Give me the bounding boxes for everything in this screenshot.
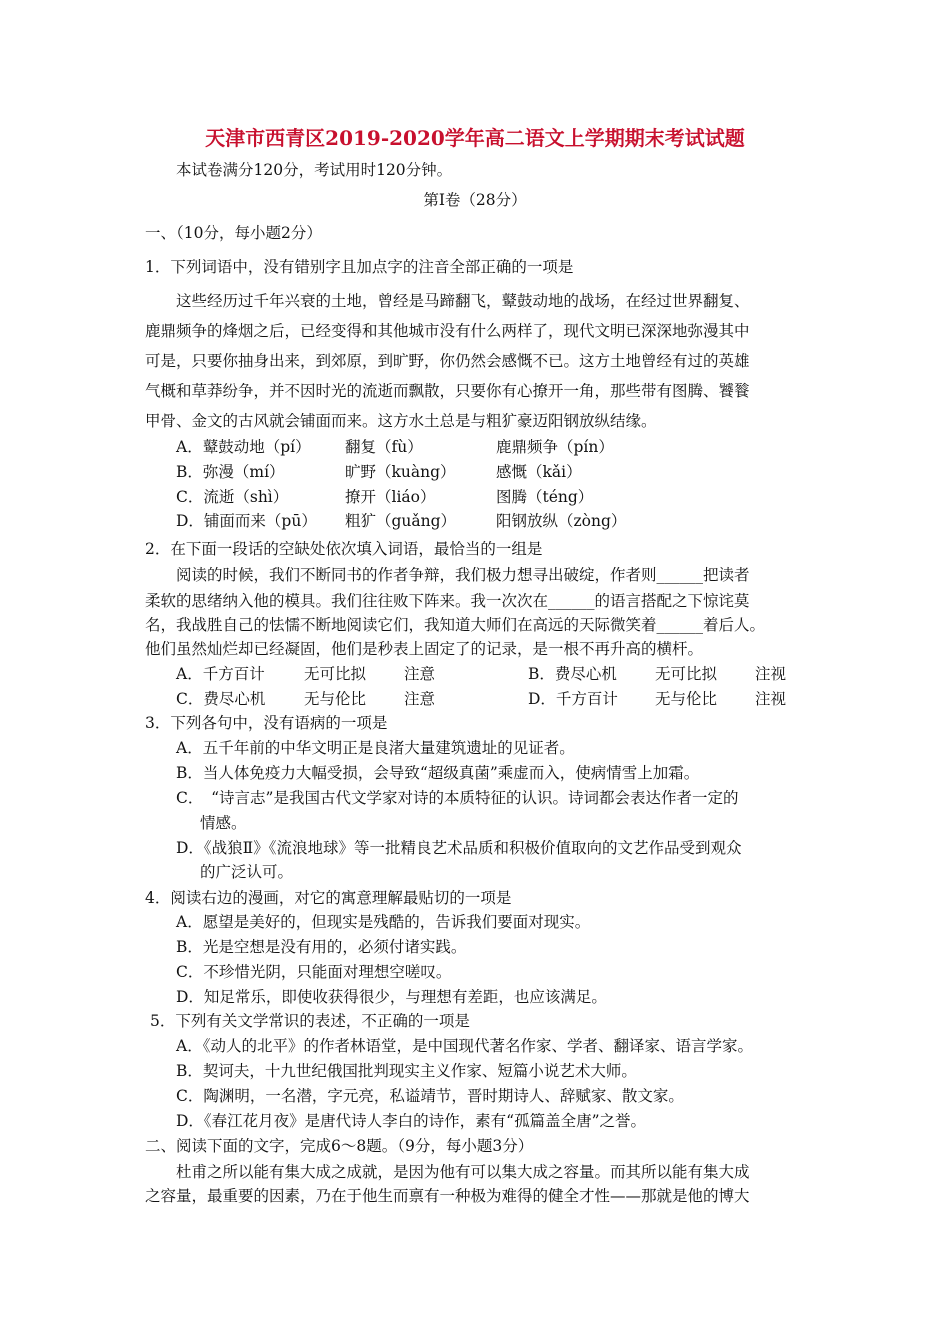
q2-passage-line: 柔软的思绪纳入他的模具。我们往往败下阵来。我一次次在______的语言搭配之下惊诧莫: [145, 592, 750, 610]
q1-passage-line: 可是，只要你抽身出来，到郊原，到旷野，你仍然会感慨不已。这方土地曾经有过的英雄: [145, 352, 750, 370]
question-2-stem: 2．在下面一段话的空缺处依次填入词语，最恰当的一组是: [145, 540, 543, 558]
q1-option-d-word3: 阳钢放纵（zòng）: [496, 512, 627, 530]
q5-option-d: D．《春江花月夜》是唐代诗人李白的诗作，素有“孤篇盖全唐”之誉。: [176, 1112, 647, 1130]
q5-option-b: B．契诃夫，十九世纪俄国批判现实主义作家、短篇小说艺术大师。: [176, 1062, 637, 1080]
q4-option-b: B．光是空想是没有用的，必须付诸实践。: [176, 938, 467, 956]
q2-option-c-word2: 无与伦比: [304, 690, 367, 708]
page-title: 天津市西青区2019-2020学年高二语文上学期期末考试试题: [205, 126, 745, 150]
question-5-stem: 5．下列有关文学常识的表述，不正确的一项是: [150, 1012, 470, 1030]
q1-passage-line: 甲骨、金文的古风就会铺面而来。这方水土总是与粗犷豪迈阳钢放纵结缘。: [145, 412, 657, 430]
q1-option-a: A．鼙鼓动地（pí）: [176, 438, 311, 456]
q1-passage-line: 这些经历过千年兴衰的土地，曾经是马蹄翻飞，鼙鼓动地的战场，在经过世界翻复、: [176, 292, 750, 310]
q2-passage-line: 阅读的时候，我们不断同书的作者争辩，我们极力想寻出破绽，作者则______把读者: [176, 566, 750, 584]
q1-option-b-word3: 感慨（kǎi）: [496, 463, 582, 481]
q4-option-c: C．不珍惜光阴，只能面对理想空嗟叹。: [176, 963, 452, 981]
q2-option-a-word3: 注意: [404, 665, 436, 683]
q2-option-a-word2: 无可比拟: [304, 665, 367, 683]
q1-option-c-word2: 撩开（liáo）: [345, 488, 436, 506]
q1-passage-line: 鹿鼎频争的烽烟之后，已经变得和其他城市没有什么两样了，现代文明已深深地弥漫其中: [145, 322, 750, 340]
exam-intro: 本试卷满分120分，考试用时120分钟。: [176, 161, 453, 179]
q2-option-b-word3: 注视: [755, 665, 787, 683]
q1-option-a-word2: 翻复（fù）: [345, 438, 423, 456]
section-2-passage-line: 之容量，最重要的因素，乃在于他生而禀有一种极为难得的健全才性——那就是他的博大: [145, 1187, 750, 1205]
q3-option-c-cont: 情感。: [200, 814, 247, 832]
section-1-heading: 一、（10分，每小题2分）: [145, 224, 322, 242]
q3-option-d-cont: 的广泛认可。: [200, 863, 294, 881]
q1-passage-line: 气概和草莽纷争，并不因时光的流逝而飘散，只要你有心撩开一角，那些带有图腾、饕餮: [145, 382, 750, 400]
question-3-stem: 3．下列各句中，没有语病的一项是: [145, 714, 388, 732]
q3-option-d: D．《战狼Ⅱ》《流浪地球》等一批精良艺术品质和积极价值取向的文艺作品受到观众: [176, 839, 742, 857]
q2-option-c: C．费尽心机: [176, 690, 266, 708]
q4-option-d: D．知足常乐，即使收获得很少，与理想有差距，也应该满足。: [176, 988, 607, 1006]
section-2-passage-line: 杜甫之所以能有集大成之成就，是因为他有可以集大成之容量。而其所以能有集大成: [176, 1163, 750, 1181]
q2-option-d-word2: 无与伦比: [655, 690, 718, 708]
q4-option-a: A．愿望是美好的，但现实是残酷的，告诉我们要面对现实。: [176, 913, 591, 931]
section-2-heading: 二、阅读下面的文字，完成6～8题。（9分，每小题3分）: [145, 1137, 534, 1155]
q1-option-d-word2: 粗犷（guǎng）: [345, 512, 457, 530]
q1-option-c: C．流逝（shì）: [176, 488, 289, 506]
q5-option-a: A．《动人的北平》的作者林语堂，是中国现代著名作家、学者、翻译家、语言学家。: [176, 1037, 753, 1055]
q2-option-b-word2: 无可比拟: [655, 665, 718, 683]
q1-option-b: B．弥漫（mí）: [176, 463, 285, 481]
q1-option-d: D．铺面而来（pū）: [176, 512, 317, 530]
q3-option-c: C． “诗言志”是我国古代文学家对诗的本质特征的认识。诗词都会表达作者一定的: [176, 789, 739, 807]
q3-option-a: A．五千年前的中华文明正是良渚大量建筑遗址的见证者。: [176, 739, 575, 757]
q1-option-a-word3: 鹿鼎频争（pín）: [496, 438, 614, 456]
q2-option-a: A．千方百计: [176, 665, 265, 683]
q5-option-c: C．陶渊明，一名潜，字元亮，私谥靖节，晋时期诗人、辞赋家、散文家。: [176, 1087, 684, 1105]
part-heading: 第Ⅰ卷（28分）: [423, 191, 527, 209]
q2-passage-line: 名，我战胜自己的怯懦不断地阅读它们，我知道大师们在高远的天际微笑着______着后人。: [145, 616, 766, 634]
q1-option-c-word3: 图腾（téng）: [496, 488, 594, 506]
q2-passage-line: 他们虽然灿烂却已经凝固，他们是秒表上固定了的记录，是一根不再升高的横杆。: [145, 640, 704, 658]
q3-option-b: B．当人体免疫力大幅受损，会导致“超级真菌”乘虚而入，使病情雪上加霜。: [176, 764, 700, 782]
q1-option-b-word2: 旷野（kuàng）: [345, 463, 456, 481]
q2-option-c-word3: 注意: [404, 690, 436, 708]
q2-option-d-word3: 注视: [755, 690, 787, 708]
question-1-stem: 1．下列词语中，没有错别字且加点字的注音全部正确的一项是: [145, 258, 574, 276]
q2-option-b: B．费尽心机: [528, 665, 617, 683]
q2-option-d: D．千方百计: [528, 690, 618, 708]
question-4-stem: 4．阅读右边的漫画，对它的寓意理解最贴切的一项是: [145, 889, 512, 907]
